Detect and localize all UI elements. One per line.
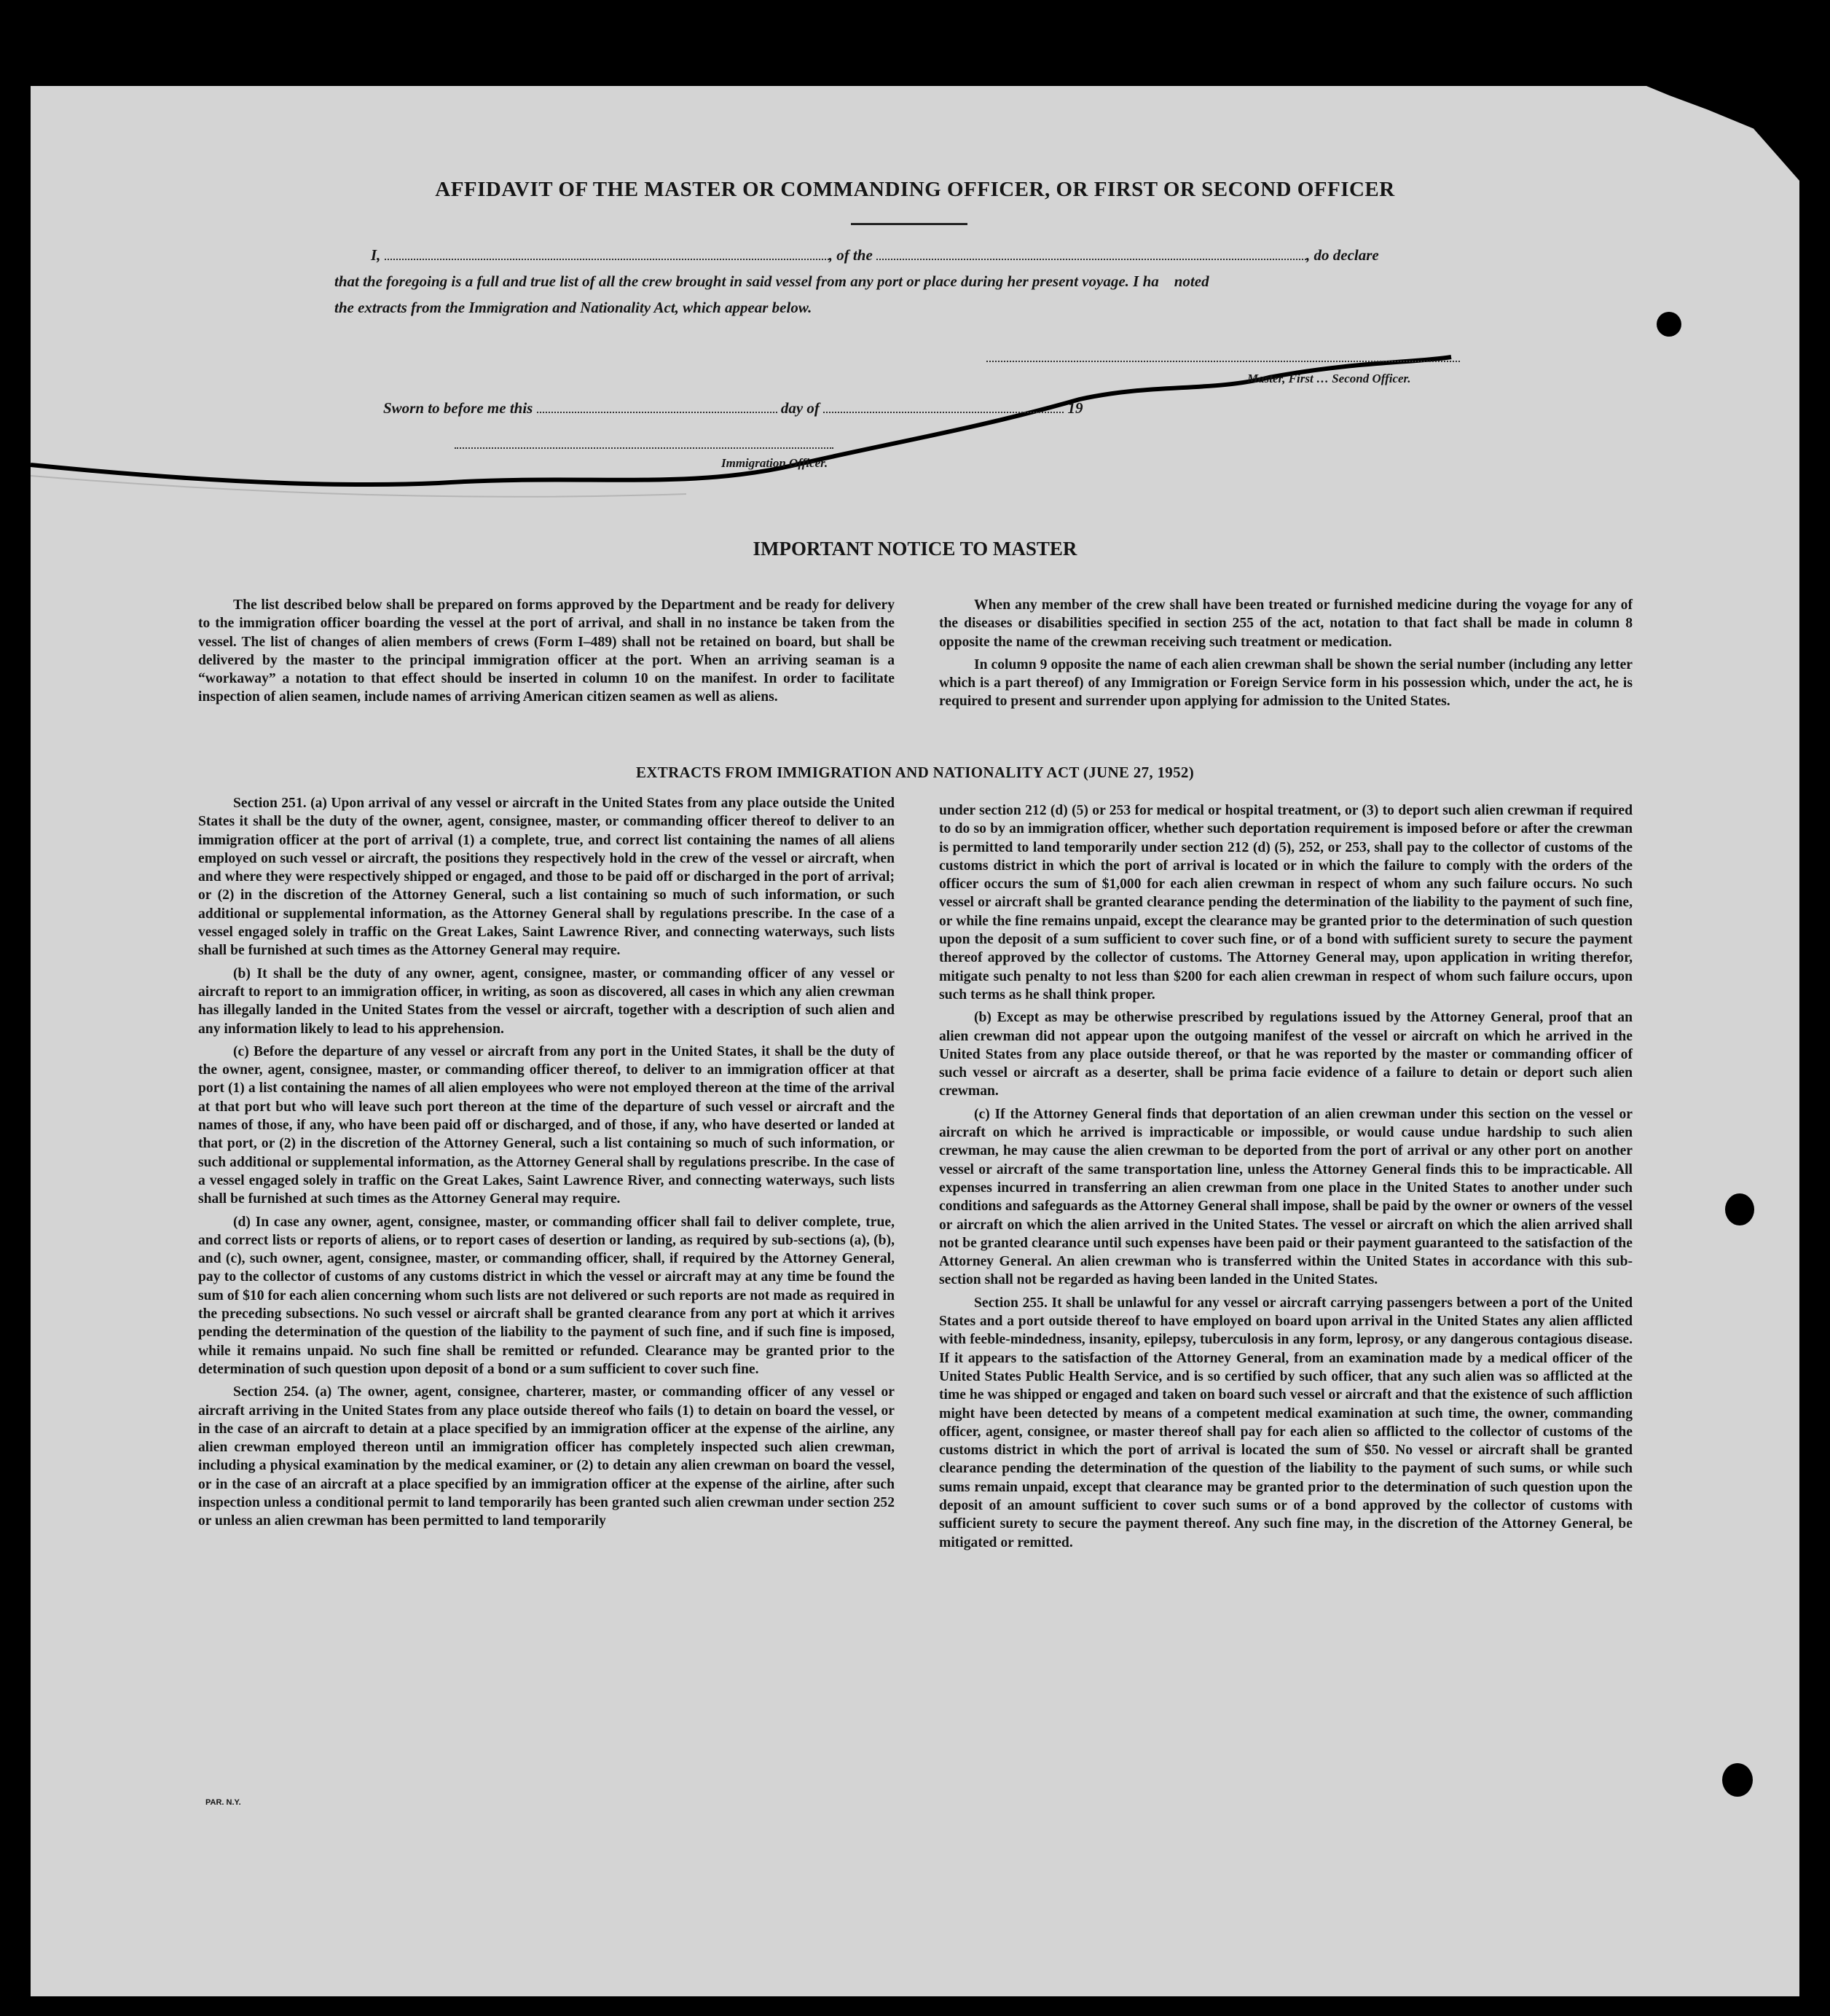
sworn-month-field[interactable] [823, 400, 1064, 413]
extracts-title: EXTRACTS FROM IMMIGRATION AND NATIONALITY ACT (JUNE 27, 1952) [636, 764, 1194, 781]
extract-paragraph: (d) In case any owner, agent, consignee, master, or commanding officer shall fail to deliver complete, true, and correct lists or reports of aliens, or to report cases of desertion or landing, as required by sub-sections (a), (b), and (c), such owner, agent, consignee, master, or commanding officer, shall, if required by the Attorney General, pay to the collector of customs of any customs district in which the vessel or aircraft may at any time be found the sum of $10 for each alien concerning whom such lists are not delivered or such reports are not made as required in the preceding subsections. No such vessel or aircraft shall be granted clearance from any port at which it arrives pending the determination of the question of the liability to the payment of such fine, and if such fine is imposed, while it remains unpaid. No such fine shall be remitted or refunded. Clearance may be granted prior to the determination of such question upon deposit of a bond or a sum sufficient to cover such fine. [198, 1214, 895, 1377]
declaration-line-1 [371, 246, 1379, 264]
year-label: 19 [1067, 399, 1083, 417]
notice-right-column [939, 596, 1633, 715]
notice-title: IMPORTANT NOTICE TO MASTER [753, 538, 1077, 560]
name-field[interactable] [385, 247, 829, 260]
document-page [31, 86, 1799, 1996]
notice-paragraph: The list described below shall be prepared on forms approved by the Department and be ready for delivery to the immigration officer boarding the vessel at the port of arrival, and shall in no instance be taken from the vessel. The list of changes of alien members of crews (Form I–489) shall not be retained on board, but shall be delivered by the master to the principal immigration officer at the port. When an arriving seaman is a “workaway” a notation to that effect should be inserted in column 10 on the manifest. In order to facilitate inspection of alien seamen, include names of arriving American citizen seamen as well as aliens. [198, 597, 895, 705]
declaration-line-3: the extracts from the Immigration and Nationality Act, which appear below. [334, 299, 812, 316]
punch-hole [1722, 1763, 1753, 1797]
vessel-field[interactable] [876, 247, 1306, 260]
notice-paragraph: When any member of the crew shall have been treated or furnished medicine during the voyage for any of the diseases or disabilities specified in section 255 of the act, notation to that fact shall be made in column 8 opposite the name of the crewman receiving such treatment or medication. [939, 597, 1633, 650]
extracts-left-column [198, 794, 895, 1535]
of-the-label: , of the [828, 246, 873, 264]
master-label: Master, First … Second Officer. [1247, 372, 1411, 385]
title-rule [851, 223, 967, 225]
printer-mark: PAR. N.Y. [205, 1798, 241, 1807]
punch-hole [1725, 1193, 1754, 1225]
sworn-line [383, 399, 1083, 417]
extract-paragraph: under section 212 (d) (5) or 253 for medical or hospital treatment, or (3) to deport such alien crewman if required to do so by an immigration officer, whether such deportation requirement is imposed before or after the crewman is permitted to land temporarily under section 212 (d) (5), 252, or 253, shall pay to the collector of customs of the customs district in which the port of arrival is located or in which the failure to comply with the orders of the officer occurs the sum of $1,000 for each alien crewman in respect of whom any such failure occurs. No such vessel or aircraft shall be granted clearance pending the determination of the liability to the payment of such fine, or while the fine remains unpaid, except the clearance may be granted prior to the determination of such question upon the deposit of a sum sufficient to cover such fine, or of a bond with sufficient surety to secure the payment thereof approved by the collector of customs. The Attorney General may, upon application in writing therefor, mitigate such penalty to not less than $200 for each alien crewman in respect of whom such failure occurs, upon such terms as he shall think proper. [939, 803, 1633, 1003]
sworn-label: Sworn to before me this [383, 399, 533, 417]
extract-paragraph: (b) Except as may be otherwise prescribed by regulations issued by the Attorney General, proof that an alien crewman did not appear upon the outgoing manifest of the vessel or aircraft on which he arrived in the United States from any place outside thereof, or that he was reported by the master or commanding officer of such vessel or aircraft as a deserter, shall be prima facie evidence of a failure to detain or deport such alien crewman. [939, 1010, 1633, 1099]
extract-paragraph: (c) Before the departure of any vessel or aircraft from any port in the United States, it shall be the duty of the owner, agent, consignee, master, or commanding officer thereof, to deliver to an immigration officer at that port (1) a list containing the names of all alien employees who were not employed thereon at the time of the arrival at that port but who will leave such port thereon at the time of the departure of such vessel or aircraft and the names of those, if any, who have been paid off or discharged, and of those, if any, who have deserted or landed at that port, or (2) in the discretion of the Attorney General, such a list containing so much of such information, or such additional or supplemental information, as the Attorney General shall by regulations prescribe. In the case of a vessel engaged solely in traffic on the Great Lakes, Saint Lawrence River, and connecting waterways, such lists shall be furnished at such times as the Attorney General may require. [198, 1043, 895, 1207]
officer-label: Immigration Officer. [721, 456, 828, 470]
master-signature-line[interactable] [986, 359, 1460, 362]
do-declare-label: , do declare [1306, 246, 1379, 264]
sworn-day-field[interactable] [537, 400, 777, 413]
i-label: I, [371, 246, 381, 264]
declaration-line-2: that the foregoing is a full and true list of all the crew brought in said vessel from any port or place during her present voyage. I ha noted [334, 272, 1209, 290]
extract-paragraph: Section 254. (a) The owner, agent, consignee, charterer, master, or commanding officer of any vessel or aircraft arriving in the United States from any place outside thereof who fails (1) to detain on board the vessel, or in the case of an aircraft to detain at a place specified by an immigration officer at the expense of the airline, any alien crewman employed thereon until an immigration officer has completely inspected such alien crewman, including a physical examination by the medical examiner, or (2) to detain any alien crewman on board the vessel, or in the case of an aircraft at a place specified by an immigration officer at the expense of the airline, after such inspection unless a conditional permit to land temporarily has been granted such alien crewman under section 252 or unless an alien crewman has been permitted to land temporarily [198, 1384, 895, 1529]
notice-paragraph: In column 9 opposite the name of each alien crewman shall be shown the serial number (including any letter which is a part thereof) of any Immigration or Foreign Service form in his possession which, under the act, he is required to present and surrender upon applying for admission to the United States. [939, 656, 1633, 710]
punch-hole [1657, 312, 1681, 337]
extract-paragraph: (c) If the Attorney General finds that deportation of an alien crewman under this section on the vessel or aircraft on which he arrived is impracticable or impossible, or would cause undue hardship to such alien crewman, he may cause the alien crewman to be deported from the port of arrival or any other port on another vessel or aircraft of the same transportation line, unless the Attorney General finds this to be impracticable. All expenses incurred in transferring an alien crewman from one place in the United States to another under such conditions and safeguards as the Attorney General shall impose, shall be paid by the owner or owners of the vessel or aircraft on which the alien arrived in the United States. The vessel or aircraft on which the alien arrived shall not be granted clearance until such expenses have been paid or their payment guaranteed to the satisfaction of the Attorney General. An alien crewman who is transferred within the United States in accordance with this sub-section shall not be regarded as having been landed in the United States. [939, 1106, 1633, 1288]
affidavit-title: AFFIDAVIT OF THE MASTER OR COMMANDING OFFICER, OR FIRST OR SECOND OFFICER [435, 178, 1395, 201]
day-of-label: day of [780, 399, 820, 417]
torn-corner [1646, 86, 1799, 181]
officer-signature-line[interactable] [455, 446, 833, 449]
extract-paragraph: Section 251. (a) Upon arrival of any vessel or aircraft in the United States from any place outside the United States it shall be the duty of the owner, agent, consignee, master, or commanding officer thereof to deliver to an immigration officer at the port of arrival (1) a complete, true, and correct list containing the names of all aliens employed on such vessel or aircraft, the positions they respectively hold in the crew of the vessel or aircraft, when and where they were respectively shipped or engaged, and those to be paid off or discharged in the port of arrival; or (2) in the discretion of the Attorney General, such a list containing so much of such information, or such additional or supplemental information, as the Attorney General shall by regulations prescribe. In the case of a vessel engaged solely in traffic on the Great Lakes, Saint Lawrence River, and connecting waterways, such lists shall be furnished at such times as the Attorney General may require. [198, 796, 895, 959]
extract-paragraph: Section 255. It shall be unlawful for any vessel or aircraft carrying passengers between a port of the United States and a port outside thereof to have employed on board upon arrival in the United States any alien afflicted with feeble-mindedness, insanity, epilepsy, tuberculosis in any form, leprosy, or any dangerous contagious disease. If it appears to the satisfaction of the Attorney General, from an examination made by a medical officer of the United States Public Health Service, and is so certified by such officer, that any such alien was so afflicted at the time he was shipped or engaged and taken on board such vessel or aircraft and that the existence of such affliction might have been detected by means of a competent medical examination at such time, the owner, commanding officer, agent, consignee, or master thereof shall pay for each alien so afflicted to the collector of customs of the customs district in which the port of arrival is located the sum of $50. No vessel or aircraft shall be granted clearance pending the determination of the question of the liability to the payment of such sums, or while such sums remain unpaid, except that clearance may be granted prior to the determination of such question upon the deposit of an amount sufficient to cover such sums or of a bond approved by the collector of customs with sufficient surety to secure the payment thereof. Any such fine may, in the discretion of the Attorney General, be mitigated or remitted. [939, 1295, 1633, 1550]
extracts-right-column [939, 801, 1633, 1556]
notice-left-column [198, 596, 895, 711]
extract-paragraph: (b) It shall be the duty of any owner, agent, consignee, master, or commanding officer of any vessel or aircraft to report to an immigration officer, in writing, as soon as discovered, all cases in which any alien crewman has illegally landed in the United States from the vessel or aircraft, together with a description of such alien and any information likely to lead to his apprehension. [198, 965, 895, 1037]
